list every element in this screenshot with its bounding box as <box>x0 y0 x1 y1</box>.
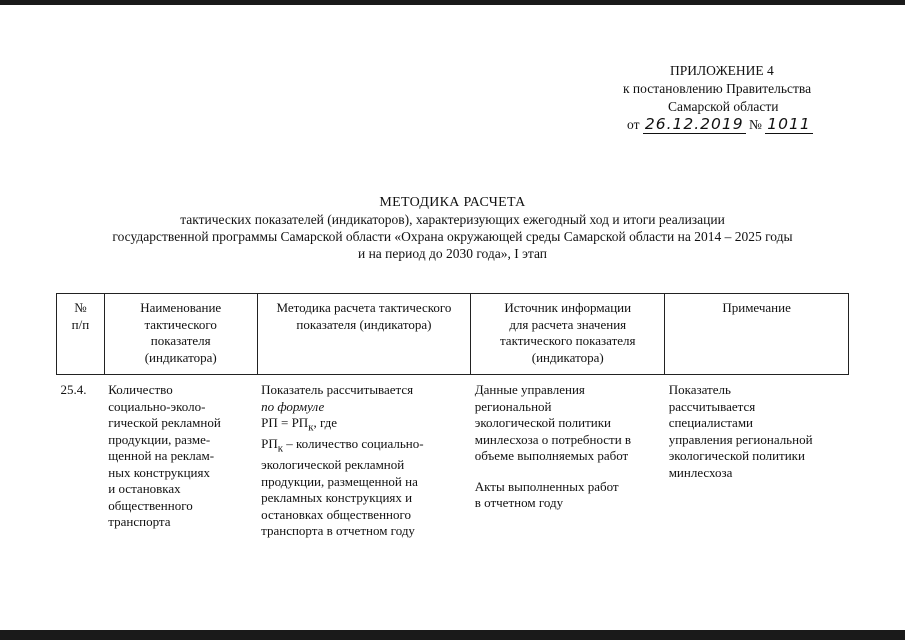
document-heading <box>40 194 865 262</box>
scan-border-bottom <box>0 630 905 640</box>
header-calculation-method: Методика расчета тактического показателя (индикатора) <box>257 294 471 375</box>
annex-date-number-line <box>627 116 813 133</box>
header-indicator-name: Наименование тактического показателя (индикатора) <box>104 294 257 375</box>
heading-subtitle-line-2: государственной программы Самарской области «Охрана окружающей среды Самарской области на 2014 – 2025 годы <box>112 229 793 244</box>
heading-subtitle-line-1: тактических показателей (индикаторов), характеризующих ежегодный ход и итоги реализации <box>180 212 725 227</box>
header-information-source: Источник информации для расчета значения тактического показателя (индикатора) <box>471 294 665 375</box>
row-note: Показатель рассчитывается специалистами управления региональной экологической политики минлесхоза <box>668 382 813 480</box>
header-number: № п/п <box>57 294 105 375</box>
table-row <box>57 375 849 540</box>
row-information-source: Данные управления региональной экологической политики минлесхоза о потребности в объеме выполняемых работ Акты выполненных работ в отчетном году <box>474 382 632 510</box>
annex-handwritten-number: 1011 <box>767 115 811 133</box>
annex-from-label: от <box>627 117 640 132</box>
annex-resolution-line: к постановлению Правительства <box>623 81 812 96</box>
formula: РП = $РП_к$, где <box>261 415 338 434</box>
formula-definition: $РП_к$ – количество социально- <box>261 436 424 455</box>
table-header-row <box>57 294 849 375</box>
annex-number-label: № <box>748 117 762 132</box>
heading-title: МЕТОДИКА РАСЧЕТА <box>379 195 526 210</box>
annex-region-line: Самарской области <box>668 99 779 114</box>
scan-border-top <box>0 0 905 5</box>
row-calculation-method: Показатель рассчитывается по формуле РП = $РП_к$, где $РП_к$ – количество социально- экологической рекламной продукции, размещенной на рекламных конструкциях и остановках общественного транспорта в отчетном году <box>257 375 471 540</box>
annex-handwritten-date: 26.12.2019 <box>644 115 744 133</box>
header-note: Примечание <box>665 294 849 375</box>
indicator-table <box>56 293 849 540</box>
row-indicator-name: Количество социально-эколо- гической рекламной продукции, разме- щенной на реклам- ных конструкциях и остановках общественного транспорта <box>108 382 221 529</box>
row-number: 25.4. <box>60 382 87 397</box>
heading-subtitle-line-3: и на период до 2030 года», I этап <box>357 246 548 261</box>
annex-title: ПРИЛОЖЕНИЕ 4 <box>670 63 774 78</box>
